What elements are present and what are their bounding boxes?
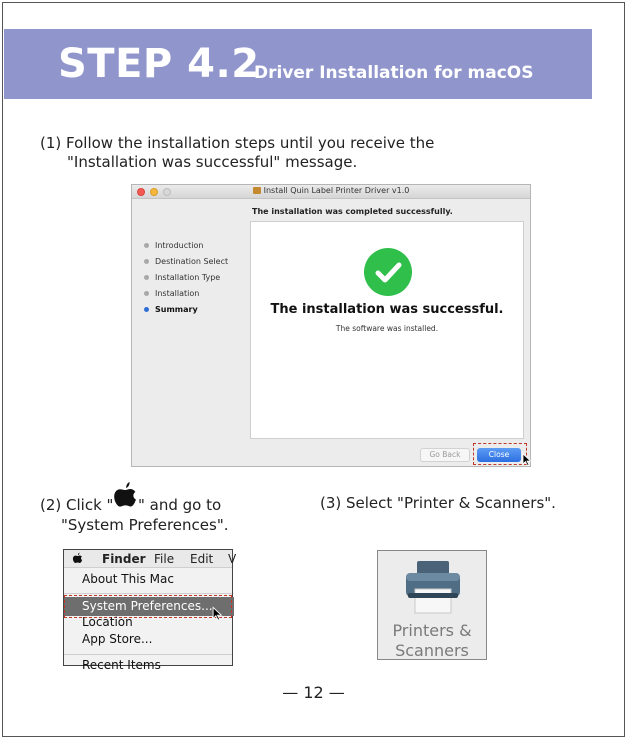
menubar-finder[interactable]: Finder xyxy=(102,552,146,566)
step-subtitle: Driver Installation for macOS xyxy=(254,63,534,83)
installer-steps-list xyxy=(144,237,228,317)
printers-label-line1: Printers & xyxy=(392,621,472,640)
installer-window-title-text: Install Quin Label Printer Driver v1.0 xyxy=(263,186,410,195)
finder-apple-menu xyxy=(63,549,237,672)
menubar-view[interactable]: V xyxy=(228,552,237,566)
step-installation-type xyxy=(144,269,228,285)
installer-header: The installation was completed successfully. xyxy=(252,207,453,216)
menubar-file[interactable]: File xyxy=(154,552,175,566)
step-bullet-icon xyxy=(144,243,149,248)
step-destination-select xyxy=(144,253,228,269)
menubar-edit[interactable]: Edit xyxy=(190,552,214,566)
close-button[interactable]: Close xyxy=(477,448,521,462)
instruction-step2-prefix: (2) Click " xyxy=(40,496,114,514)
go-back-button[interactable]: Go Back xyxy=(420,448,470,462)
installer-window xyxy=(131,184,531,467)
step-bullet-icon xyxy=(144,259,149,264)
mouse-cursor-icon xyxy=(212,606,223,621)
step-introduction xyxy=(144,237,228,253)
page-number-value: 12 xyxy=(303,683,324,702)
package-icon xyxy=(253,187,261,194)
instruction-step3: (3) Select "Printer & Scanners". xyxy=(320,494,556,512)
menu-item-recent-items[interactable]: Recent Items xyxy=(82,658,161,672)
step-label: Destination Select xyxy=(155,256,229,266)
success-subtitle: The software was installed. xyxy=(335,324,439,333)
step-label: Summary xyxy=(155,304,198,314)
step-title: STEP 4.2 xyxy=(58,41,260,87)
page-number xyxy=(0,683,627,702)
step-bullet-icon xyxy=(144,275,149,280)
instruction-step2-line2: "System Preferences". xyxy=(61,516,229,534)
instruction-step1-line1: (1) Follow the installation steps until you receive the xyxy=(40,134,435,152)
step-bullet-icon xyxy=(144,291,149,296)
step-label: Installation Type xyxy=(155,272,221,282)
installer-window-title xyxy=(132,186,530,195)
step-installation xyxy=(144,285,228,301)
apple-logo-icon xyxy=(112,481,138,511)
installer-content-pane xyxy=(250,221,524,439)
page-number-dash-right: — xyxy=(323,683,345,702)
step-banner xyxy=(4,29,592,99)
step-bullet-icon xyxy=(144,307,149,312)
printers-label xyxy=(378,621,486,661)
instruction-step2-suffix: " and go to xyxy=(138,496,222,514)
page-number-dash-left: — xyxy=(282,683,304,702)
menu-item-app-store[interactable]: App Store... xyxy=(82,632,153,646)
printers-and-scanners-pref[interactable] xyxy=(377,550,487,660)
mouse-cursor-icon xyxy=(522,453,532,466)
menu-separator xyxy=(64,654,232,655)
step-label: Installation xyxy=(155,288,200,298)
checkmark-icon xyxy=(364,248,412,296)
step-label: Introduction xyxy=(155,240,204,250)
menu-separator xyxy=(64,593,232,594)
menu-item-system-preferences[interactable]: System Preferences... xyxy=(82,599,213,613)
menubar xyxy=(64,550,237,568)
instruction-step1-line2: "Installation was successful" message. xyxy=(67,153,358,171)
printers-label-line2: Scanners xyxy=(395,641,469,660)
installer-titlebar xyxy=(132,185,530,199)
menu-item-about-this-mac[interactable]: About This Mac xyxy=(82,572,174,586)
printer-icon xyxy=(403,559,463,617)
apple-menu-icon[interactable] xyxy=(72,552,83,565)
menu-item-location[interactable]: Location xyxy=(82,615,133,629)
step-summary xyxy=(144,301,228,317)
success-title: The installation was successful. xyxy=(270,302,504,317)
